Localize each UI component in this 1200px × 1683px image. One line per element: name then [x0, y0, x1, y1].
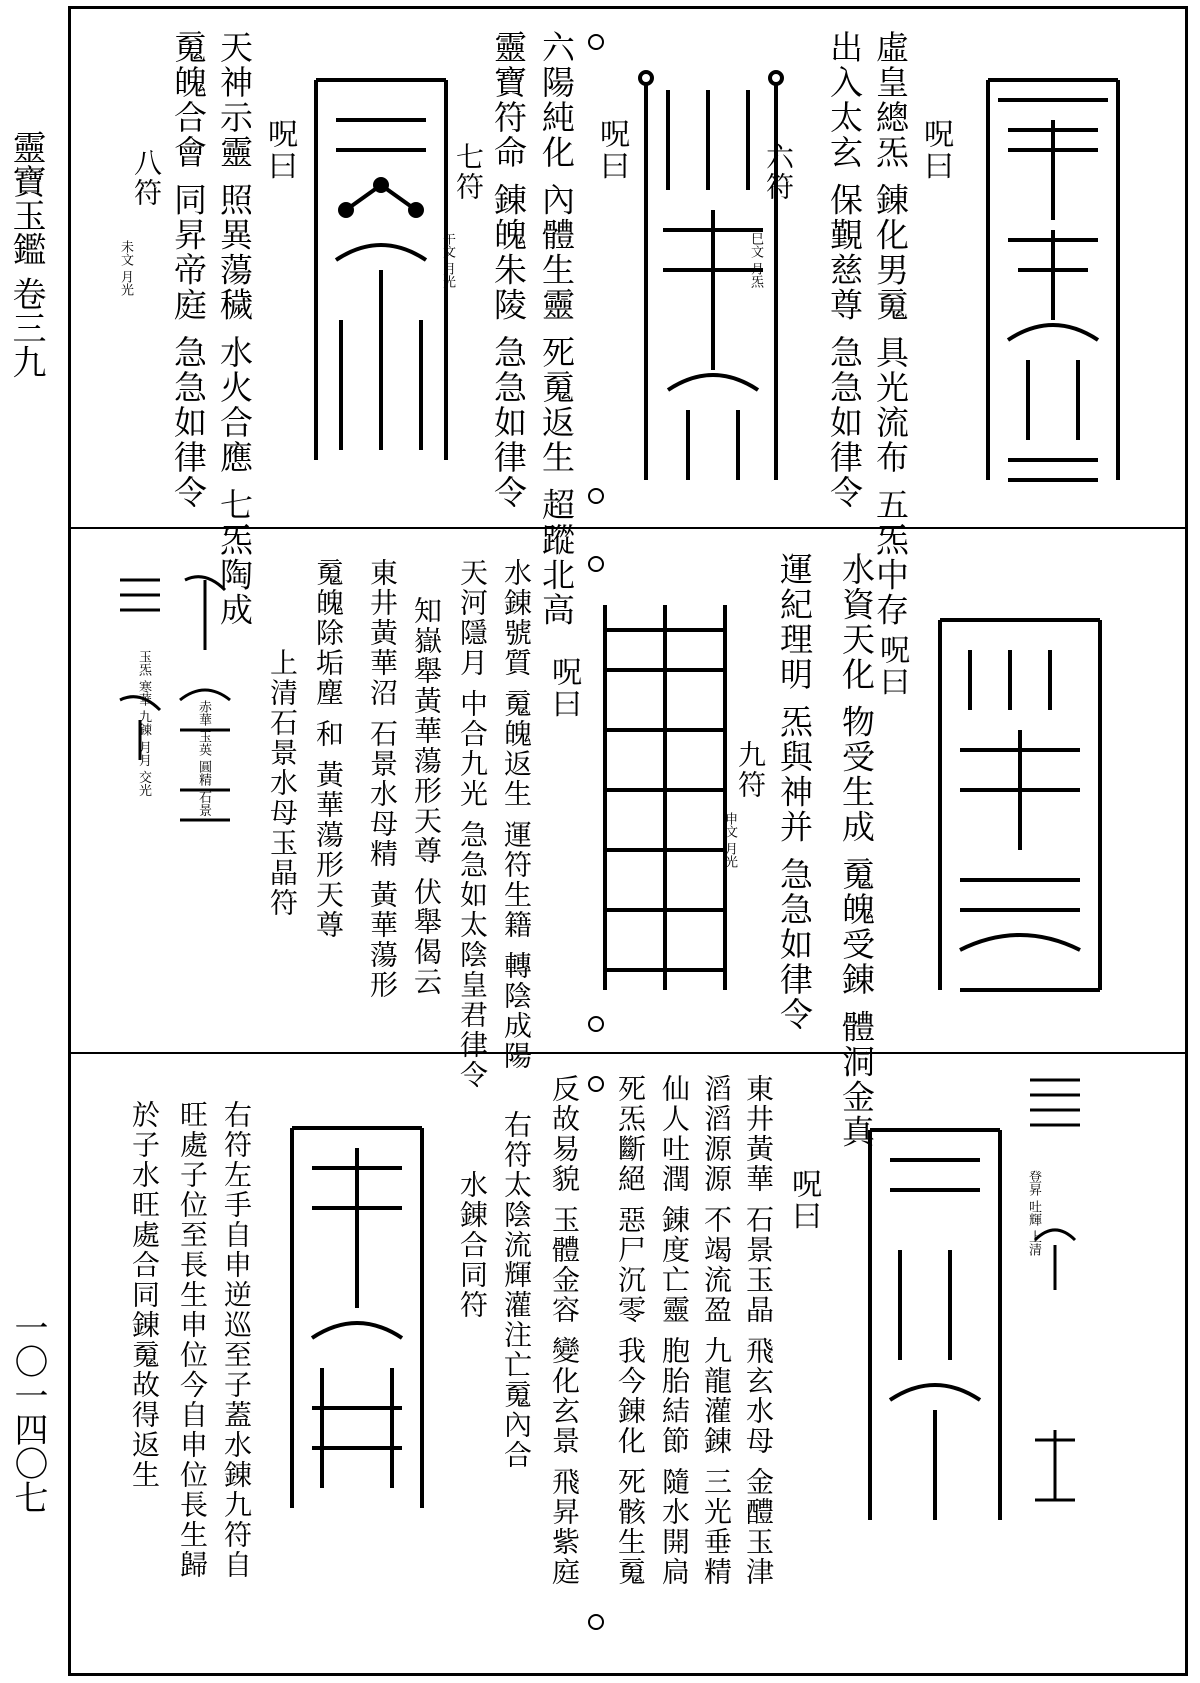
talisman-label: 七符: [452, 142, 485, 202]
incantation-line: 東井黃華 石景玉晶 飛玄水母 金醴玉津: [742, 1074, 775, 1587]
talisman-pair: [590, 590, 740, 1010]
incantation-line: 六陽純化 內體生靈 死䰟返生 超蹤北高: [537, 30, 576, 628]
talisman-label: 八符: [130, 148, 163, 208]
incantation-line: 運紀理明 炁與神并 急急如律令: [775, 552, 814, 1032]
talisman-six: [968, 60, 1138, 500]
note-line: 於子水旺處合同錬䰟故得返生: [128, 1100, 161, 1490]
incantation-line: 反故易貌 玉體金容 變化玄景 飛昇紫庭: [548, 1074, 581, 1587]
talisman-note: 申文 月光: [722, 812, 737, 869]
circle-mark: [588, 34, 604, 50]
incantation-line: 知嶽舉黃華蕩形天尊 伏舉偈云: [410, 596, 443, 997]
spell-label: 呪曰: [262, 118, 297, 182]
book-title: 靈寶玉鑑 卷三九: [6, 130, 46, 379]
note-line: 右符左手自申逆巡至子蓋水錬九符自: [220, 1100, 253, 1580]
incantation-line: 死炁斷絕 惡尸沉零 我今錬化 死骸生䰟: [614, 1074, 647, 1587]
circle-mark: [588, 1016, 604, 1032]
talisman-small-glyphs: [110, 560, 240, 840]
circle-mark: [588, 1614, 604, 1630]
spell-label: 呪曰: [546, 656, 581, 720]
incantation-line: 天河隱月 中合九光 急急如太陰皇君律令: [456, 558, 489, 1090]
incantation-line: 䰟魄合會 同昇帝庭 急急如律令: [169, 30, 208, 510]
talisman-merged: [282, 1108, 432, 1528]
incantation-line: 東井黃華沼 石景水母精 黃華蕩形: [366, 558, 399, 1000]
note-line: 右符太陰流輝灌注亡䰟內合: [500, 1110, 533, 1470]
incantation-line: 䰟魄除垢塵 和 黃華蕩形天尊: [312, 558, 345, 940]
page-number: 一〇一四〇七: [8, 1310, 48, 1514]
talisman-note: 巳文 月炁: [748, 232, 763, 289]
note-line: 旺處子位至長生申位今自申位長生歸: [176, 1100, 209, 1580]
talisman-note: 玉炁 寒華 九錬 月月 交光: [136, 650, 151, 797]
talisman-column: [1020, 1070, 1090, 1590]
talisman-note: 未文 月光: [118, 240, 133, 297]
spell-label: 呪曰: [786, 1168, 821, 1232]
incantation-line: 出入太玄 保覲慈尊 急急如律令: [825, 30, 864, 510]
incantation-line: 虛皇總炁 錬化男䰟 具光流布 五炁中存: [871, 30, 910, 628]
talisman-seven: [628, 50, 798, 490]
talisman-eight: [296, 60, 466, 480]
talisman-note: 午文 月光: [440, 232, 455, 289]
note-line: 水錬合同符: [456, 1170, 489, 1320]
spell-label: 呪曰: [874, 634, 909, 698]
incantation-line: 仙人吐潤 錬度亡靈 胞胎結節 隨水開扃: [658, 1074, 691, 1587]
incantation-line: 上清石景水母玉晶符: [266, 648, 299, 918]
talisman-label: 六符: [762, 142, 795, 202]
spell-label: 呪曰: [918, 118, 953, 182]
section-divider: [68, 1052, 1188, 1054]
talisman-label: 九符: [734, 740, 767, 800]
circle-mark: [588, 1076, 604, 1092]
incantation-line: 滔滔源源 不竭流盈 九龍灌錬 三光垂精: [700, 1074, 733, 1587]
talisman-nine: [920, 590, 1120, 1020]
incantation-line: 水錬號質 䰟魄返生 運符生籍 轉陰成陽: [500, 558, 533, 1071]
incantation-line: 水資天化 物受生成 䰟魄受錬 體洞金真: [837, 552, 876, 1150]
talisman-note: 登昇 吐輝 上清: [1026, 1170, 1041, 1257]
spell-label: 呪曰: [594, 118, 629, 182]
incantation-line: 靈寶符命 錬魄朱陵 急急如律令: [489, 30, 528, 510]
talisman-note: 赤華 玉英 圓精 石景: [196, 700, 211, 817]
circle-mark: [588, 488, 604, 504]
circle-mark: [588, 556, 604, 572]
incantation-line: 天神示靈 照異蕩穢 水火合應 七炁陶成: [215, 30, 254, 628]
talisman-ten: [850, 1100, 1020, 1540]
